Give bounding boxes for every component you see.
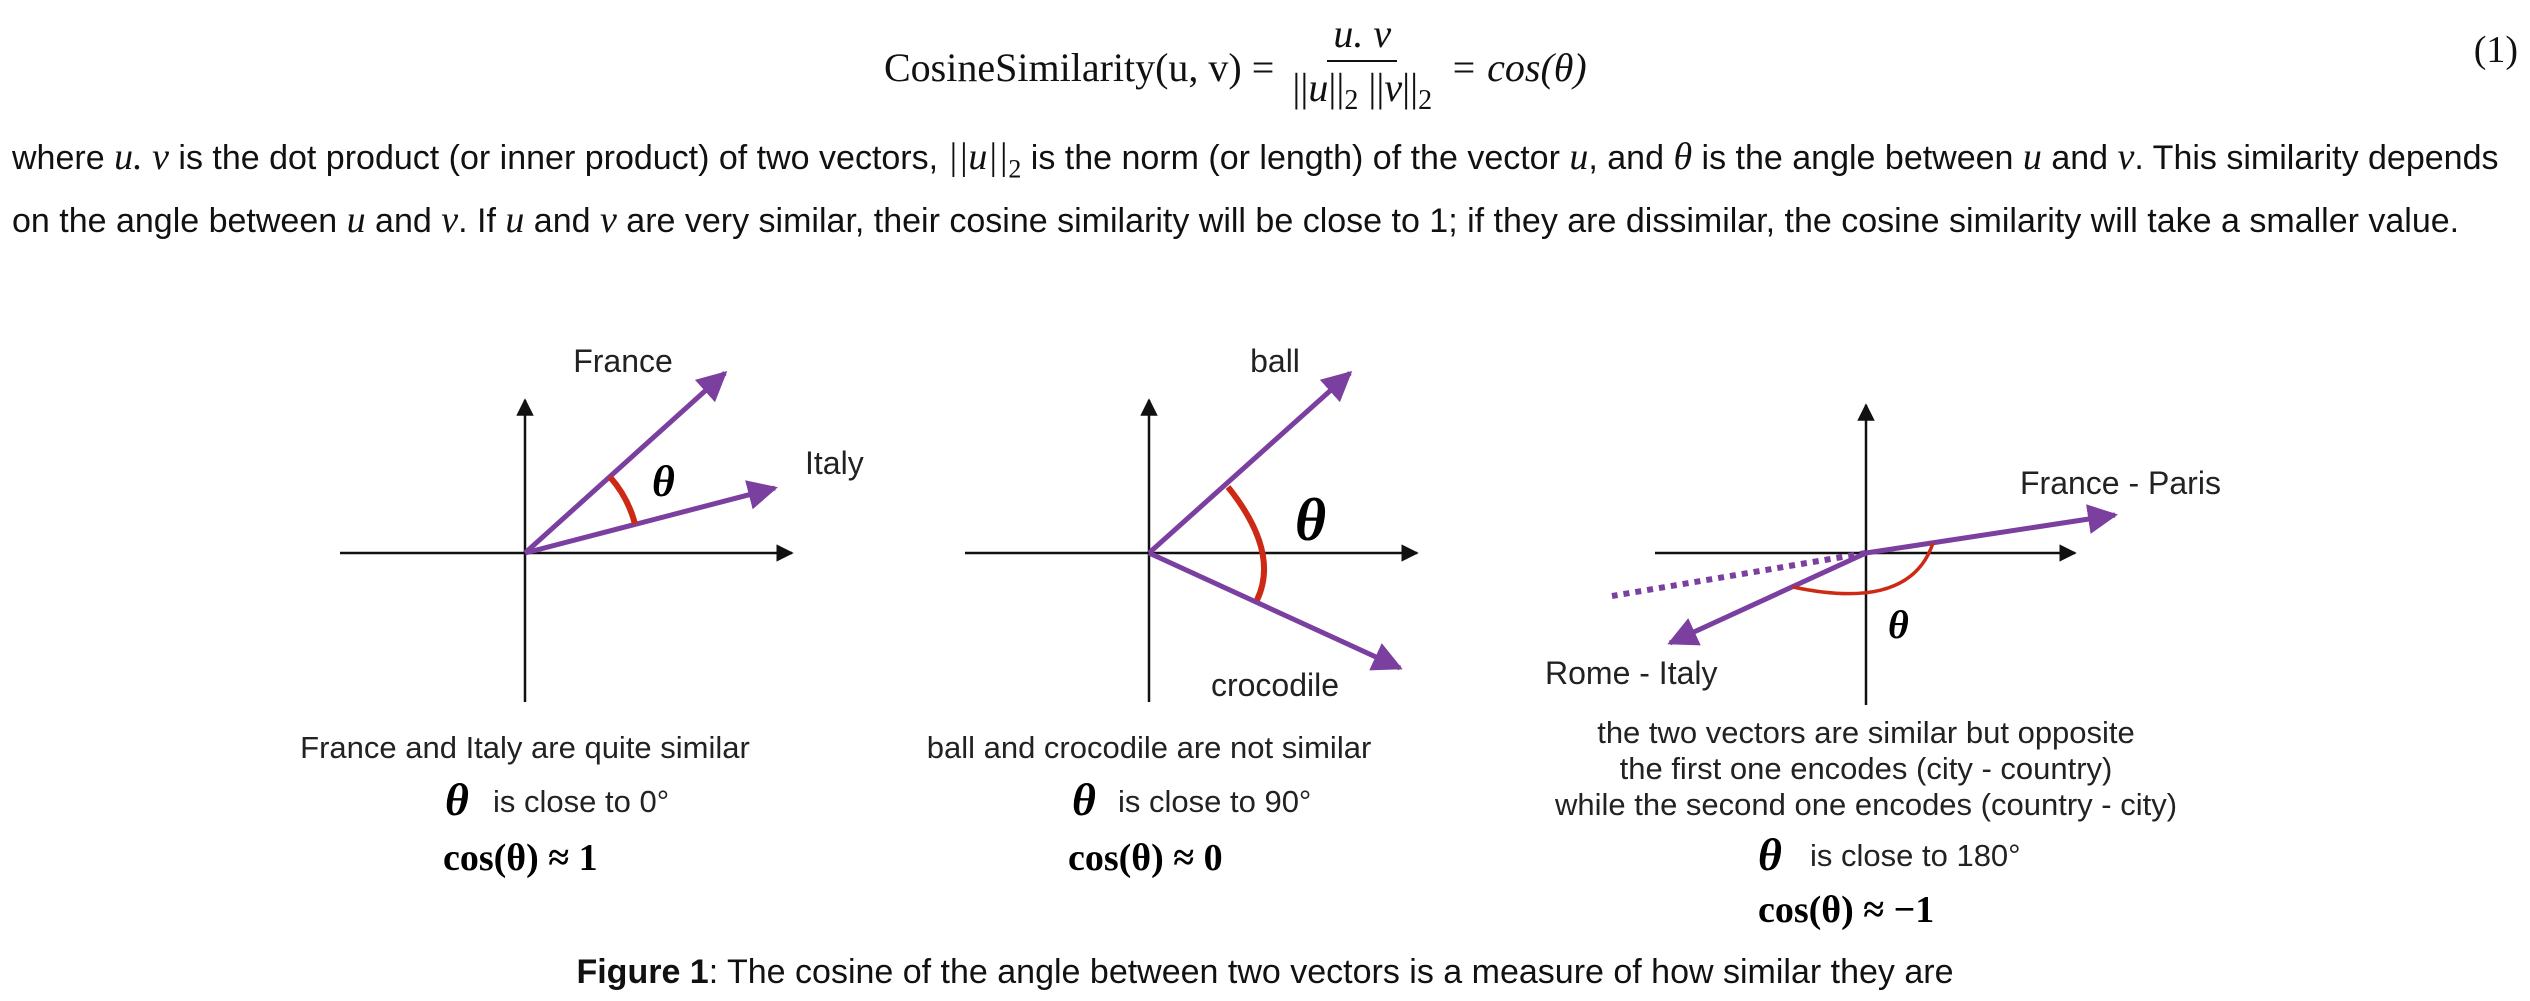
- panel-desc-line-1: the two vectors are similar but opposite: [1597, 715, 2135, 750]
- theta-desc: is close to 180°: [1810, 838, 2021, 873]
- theta-symbol: θ: [1758, 829, 1782, 880]
- equation-denominator: $||u||_2$ $||v||_2$: [1292, 64, 1433, 116]
- equation-lhs: CosineSimilarity(u, v) =: [884, 44, 1275, 90]
- theta-label: θ: [652, 457, 675, 506]
- label-france-paris: France - Paris: [2020, 465, 2221, 501]
- math-u: u: [505, 198, 525, 241]
- theta-symbol: θ: [1072, 774, 1096, 825]
- cos-formula: cos(θ) ≈ 1: [443, 837, 598, 879]
- panel-desc-line-2: the first one encodes (city - country): [1619, 751, 2113, 786]
- vector-france-paris: [1866, 515, 2115, 553]
- label-crocodile: crocodile: [1210, 667, 1340, 703]
- math-v: v: [441, 198, 459, 241]
- equation-numerator: u. v: [1327, 12, 1397, 62]
- panel-desc: France and Italy are quite similar: [300, 730, 750, 765]
- vector-rome-italy: [1670, 553, 1866, 643]
- para-text: . This similarity depends on the angle between: [12, 139, 2499, 240]
- label-france: France: [573, 343, 673, 379]
- math-norm-body: ||u||: [947, 136, 1009, 178]
- angle-arc: [1228, 487, 1264, 600]
- cos-formula: cos(θ) ≈ −1: [1758, 889, 1935, 931]
- math-v: v: [599, 198, 617, 241]
- cos-formula: cos(θ) ≈ 0: [1068, 837, 1223, 879]
- theta-desc: is close to 90°: [1118, 784, 1312, 819]
- theta-desc: is close to 0°: [493, 784, 670, 819]
- panel-france-paris-rome-italy: [1545, 405, 2221, 931]
- theta-label: θ: [1888, 602, 1909, 647]
- para-text: is the dot product (or inner product) of two vectors,: [168, 139, 948, 177]
- theta-symbol: θ: [445, 774, 469, 825]
- para-text: and: [524, 201, 600, 240]
- theta-label: θ: [1295, 487, 1327, 553]
- equation-denominator-v: v: [1384, 64, 1403, 110]
- label-ball: ball: [1250, 343, 1300, 379]
- equation-rhs: = cos(θ): [1450, 44, 1587, 90]
- para-text: is the norm (or length) of the vector: [1021, 139, 1570, 177]
- math-u: u: [1569, 136, 1589, 178]
- caption-label: Figure 1: [576, 953, 709, 991]
- angle-arc: [610, 477, 635, 524]
- vector-dotted-extension: [1612, 553, 1866, 596]
- equation-number: (1): [2473, 29, 2518, 71]
- equation-denominator-u: u: [1308, 64, 1329, 110]
- panel-desc: ball and crocodile are not similar: [926, 730, 1372, 765]
- para-text: , and: [1588, 139, 1674, 177]
- para-text: are very similar, their cosine similarity will be close to 1; if they are dissimilar, the cosine similarity will take a smaller value.: [616, 201, 2460, 240]
- panel-ball-crocodile: [927, 343, 1417, 879]
- panel-france-italy: [300, 343, 864, 879]
- para-text: and: [365, 201, 442, 240]
- vector-crocodile: [1149, 553, 1400, 668]
- para-text: and: [2041, 139, 2118, 177]
- panel-desc-line-3: while the second one encodes (country - city): [1554, 787, 2178, 822]
- math-u: u: [2022, 136, 2042, 178]
- figure-caption: [0, 950, 2530, 994]
- label-rome-italy: Rome - Italy: [1545, 655, 1718, 691]
- math-norm-sub: 2: [1008, 154, 1022, 184]
- para-text: is the angle between: [1692, 139, 2023, 177]
- math-theta: θ: [1673, 136, 1693, 178]
- math-dot-product: u. v: [114, 136, 169, 178]
- label-italy: Italy: [805, 445, 864, 481]
- caption-text: : The cosine of the angle between two vectors is a measure of how similar they are: [708, 953, 1954, 991]
- math-u: u: [346, 198, 366, 241]
- para-text: . If: [458, 201, 506, 240]
- para-text: where: [12, 139, 115, 177]
- math-v: v: [2117, 136, 2135, 178]
